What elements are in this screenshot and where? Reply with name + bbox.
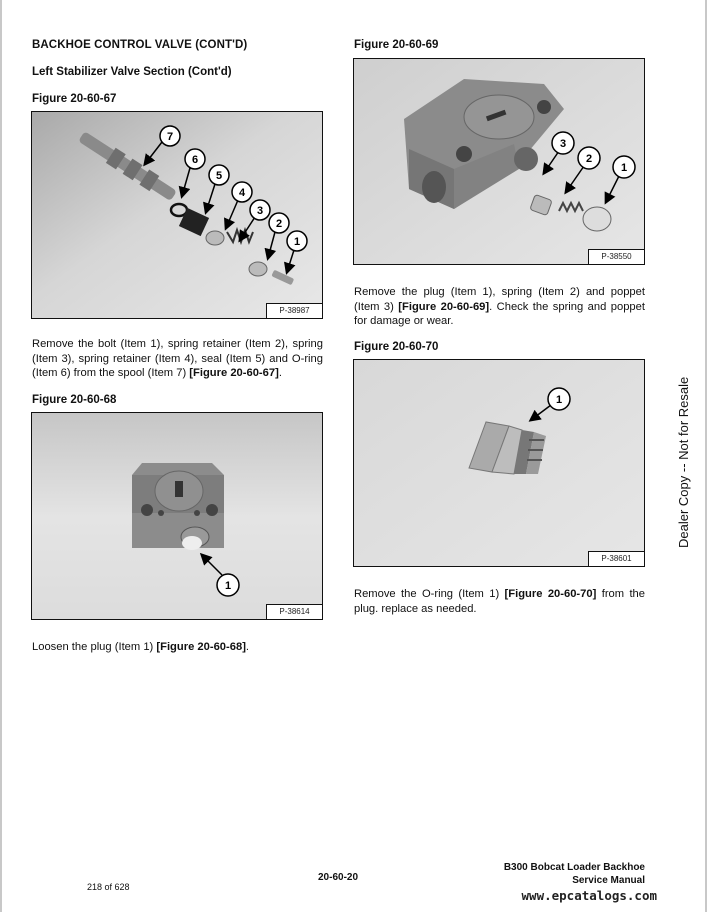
callout-5: 5 — [215, 170, 223, 182]
figure-label-69: Figure 20-60-69 — [354, 39, 439, 51]
callout-4: 4 — [238, 187, 246, 199]
subsection-title: Left Stabilizer Valve Section (Cont'd) — [32, 66, 232, 78]
valve-body-part — [132, 463, 224, 550]
figure-reference-68: [Figure 20-60-68] — [156, 641, 246, 653]
callout-1: 1 — [620, 162, 628, 174]
figure-reference-67: [Figure 20-60-67] — [189, 367, 279, 379]
paragraph-figure-68: Loosen the plug (Item 1) [Figure 20-60-68]. — [32, 641, 250, 653]
figure-70-image — [354, 360, 645, 567]
figure-ref-68: P-38614 — [266, 604, 323, 620]
figure-label-68: Figure 20-60-68 — [32, 394, 117, 406]
paragraph-figure-69: Remove the plug (Item 1), spring (Item 2) and poppet (Item 3) [Figure 20-60-69]. Check the spring and poppet for damage or wear. — [354, 286, 645, 327]
page-count: 218 of 628 — [87, 882, 130, 892]
figure-67-image — [32, 112, 323, 319]
figure-69-image — [354, 59, 645, 265]
figure-20-60-69 — [353, 58, 645, 265]
watermark-dealer-copy: Dealer Copy -- Not for Resale — [676, 376, 691, 548]
figure-ref-70: P-38601 — [588, 551, 645, 567]
callout-2: 2 — [585, 153, 593, 165]
page-edge-left — [0, 0, 2, 912]
callout-1: 1 — [555, 394, 563, 406]
figure-ref-67: P-38987 — [266, 303, 323, 319]
figure-label-70: Figure 20-60-70 — [354, 341, 439, 353]
figure-ref-69: P-38550 — [588, 249, 645, 265]
website-link[interactable]: www.epcatalogs.com — [521, 888, 657, 903]
section-title: BACKHOE CONTROL VALVE (CONT'D) — [32, 39, 248, 51]
figure-reference-69: [Figure 20-60-69] — [398, 300, 490, 313]
figure-68-image — [32, 413, 323, 620]
callout-3: 3 — [256, 205, 264, 217]
page-number: 20-60-20 — [318, 872, 359, 883]
callout-2: 2 — [275, 218, 283, 230]
callout-7: 7 — [166, 131, 174, 143]
callout-3: 3 — [559, 138, 567, 150]
callout-1: 1 — [224, 580, 232, 592]
callout-6: 6 — [191, 154, 199, 166]
manual-title: B300 Bobcat Loader Backhoe Service Manual — [503, 862, 645, 886]
figure-20-60-68 — [31, 412, 323, 620]
figure-20-60-70 — [353, 359, 645, 567]
paragraph-figure-70: Remove the O-ring (Item 1) [Figure 20-60-70] from the plug. replace as needed. — [354, 588, 645, 615]
paragraph-figure-67: Remove the bolt (Item 1), spring retainer (Item 2), spring (Item 3), spring retainer (Item 4), seal (Item 5) and O-ring (Item 6) from the spool (Item 7) [Figure 20-60-67]. — [32, 338, 323, 379]
figure-20-60-67 — [31, 111, 323, 319]
figure-label-67: Figure 20-60-67 — [32, 93, 117, 105]
callout-1: 1 — [293, 236, 301, 248]
figure-reference-70: [Figure 20-60-70] — [504, 588, 597, 600]
